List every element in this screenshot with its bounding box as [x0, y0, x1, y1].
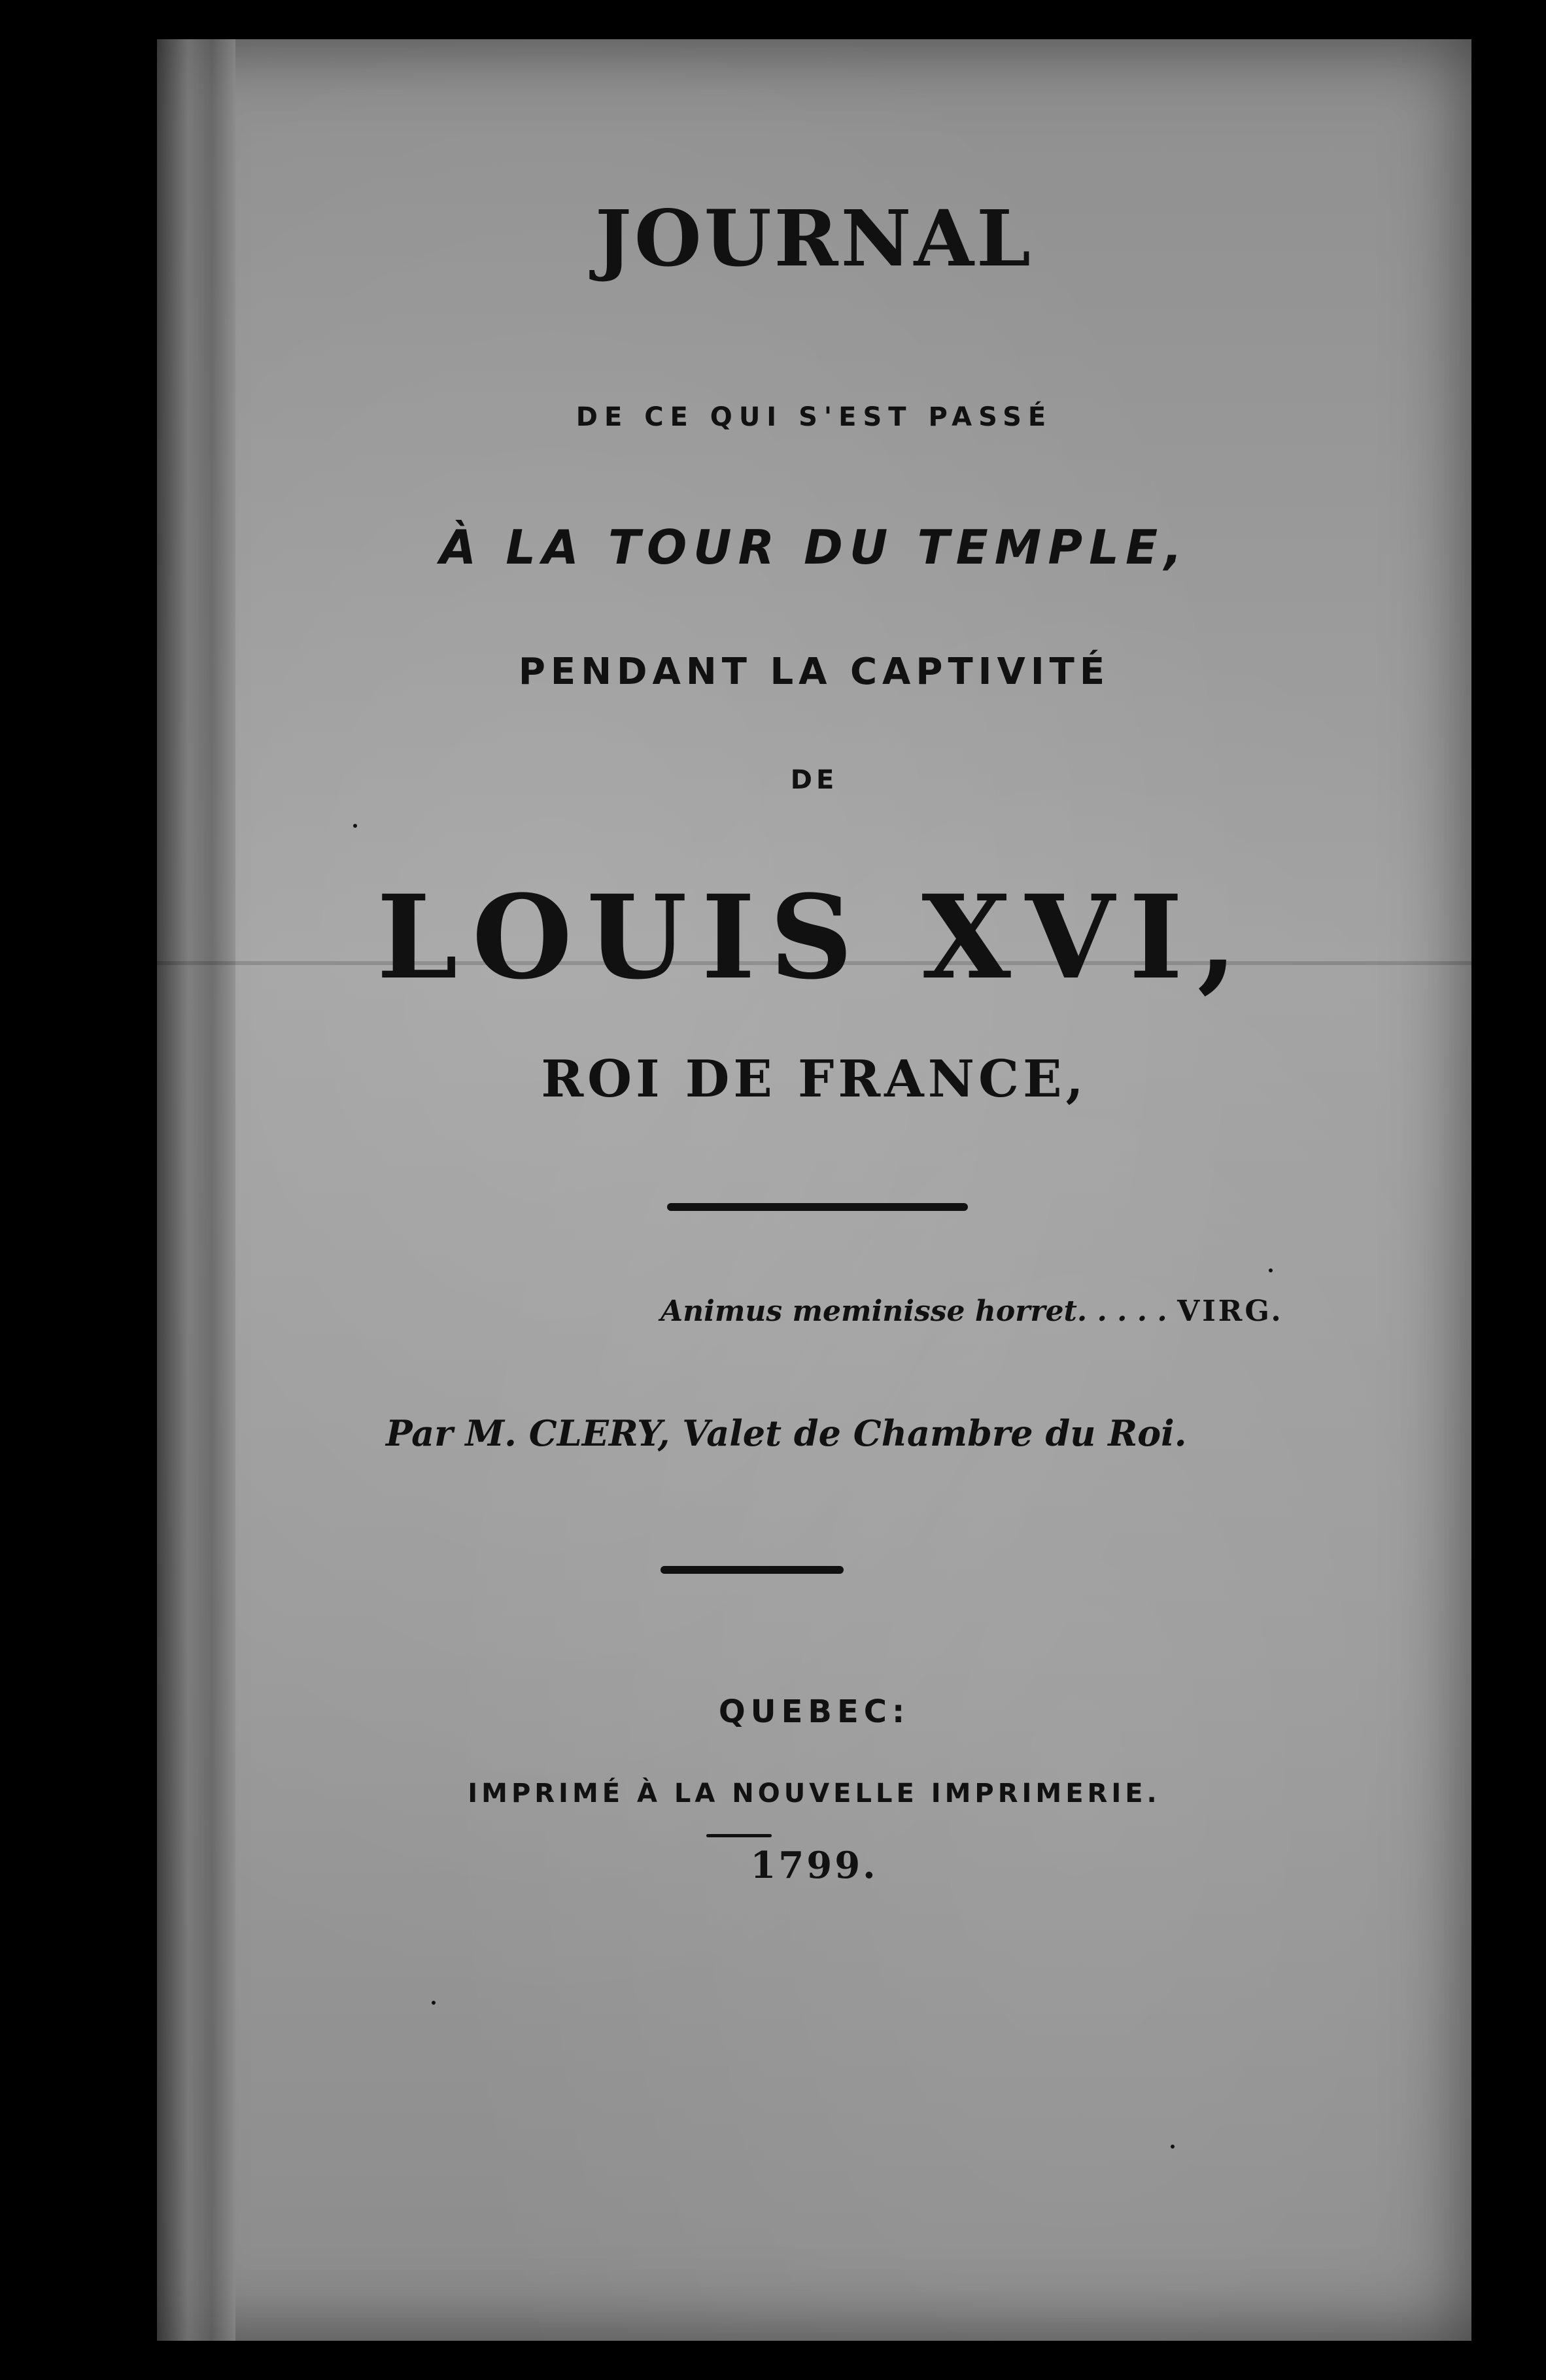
paper-speck [1171, 2145, 1175, 2149]
subtitle-line-4: DE [790, 765, 838, 795]
subject-title: ROI DE FRANCE, [541, 1049, 1088, 1109]
epigraph [661, 1295, 1284, 1328]
imprint-printer: IMPRIMÉ À LA NOUVELLE IMPRIMERIE. [468, 1778, 1161, 1809]
author-byline: Par M. CLERY, Valet de Chambre du Roi. [386, 1412, 1187, 1454]
binding-spine [157, 39, 235, 2341]
ornamental-rule-lower [661, 1566, 844, 1574]
epigraph-author: VIRG. [1177, 1295, 1284, 1328]
paper-speck [353, 824, 357, 828]
subject-name: LOUIS XVI, [377, 870, 1252, 1005]
paper-speck [1269, 1268, 1273, 1272]
imprint-place: QUEBEC: [718, 1693, 910, 1730]
epigraph-quote: Animus meminisse horret. . . . . [661, 1295, 1178, 1328]
year-rule [706, 1834, 772, 1837]
imprint-year: 1799. [750, 1844, 878, 1887]
book-title: JOURNAL [595, 193, 1033, 284]
title-page [157, 39, 1471, 2341]
paper-speck [432, 2001, 436, 2005]
subtitle-line-3: PENDANT LA CAPTIVITÉ [518, 651, 1110, 693]
subtitle-line-1: DE CE QUI S'EST PASSÉ [575, 402, 1053, 432]
ornamental-rule-upper [667, 1203, 968, 1211]
subtitle-line-2: À LA TOUR DU TEMPLE, [439, 520, 1189, 575]
